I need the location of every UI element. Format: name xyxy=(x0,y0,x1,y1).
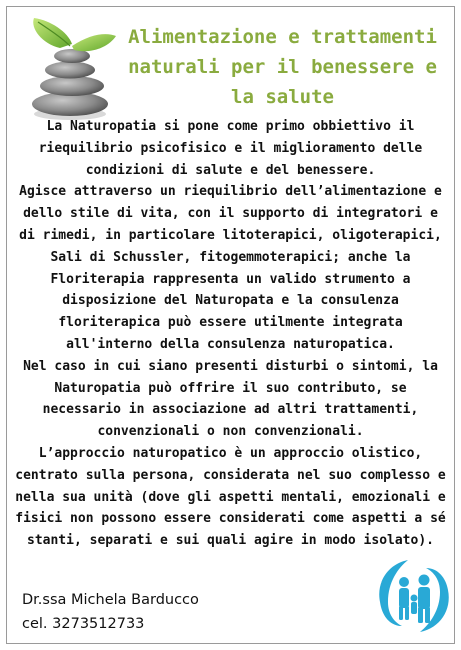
body-text xyxy=(14,116,447,552)
paragraph-disturbi: Nel caso in cui siano presenti disturbi o sintomi, la Naturopatia può offrire il suo contributo, se necessario in associazione ad altri trattamenti, convenzionali o non convenzionali. xyxy=(23,358,438,440)
paragraph-approccio-olistico: L’approccio naturopatico è un approccio olistico, centrato sulla persona, considerata nel suo complesso e nella sua unità (dove gli aspetti mentali, emozionali e fisici non possono essere considerati come aspetti a sé stanti, separati e sui quali agire in modo isolato). xyxy=(15,445,446,549)
contact-info xyxy=(22,588,199,636)
paragraph-naturopatia-intro: La Naturopatia si pone come primo obbiettivo il riequilibrio psicofisico e il miglioramento delle condizioni di salute e del benessere. xyxy=(38,119,423,178)
family-hands-icon xyxy=(374,552,454,640)
zen-stones-leaf-icon xyxy=(20,14,122,124)
contact-name: Dr.ssa Michela Barducco xyxy=(22,592,199,608)
paragraph-riequilibrio: Agisce attraverso un riequilibrio dell’alimentazione e dello stile di vita, con il supporto di integratori e di rimedi, in particolare litoterapici, oligoterapici, Sali di Schussler, fitogemmoterapici; anche la Floriterapia rappresenta un valido strumento a disposizione del Naturopata e la consulenza floriterapica può essere utilmente integrata all'interno della consulenza naturopatica. xyxy=(19,184,442,352)
contact-phone: cel. 3273512733 xyxy=(22,616,145,632)
page-title: Alimentazione e trattamenti naturali per il benessere e la salute xyxy=(128,26,437,108)
